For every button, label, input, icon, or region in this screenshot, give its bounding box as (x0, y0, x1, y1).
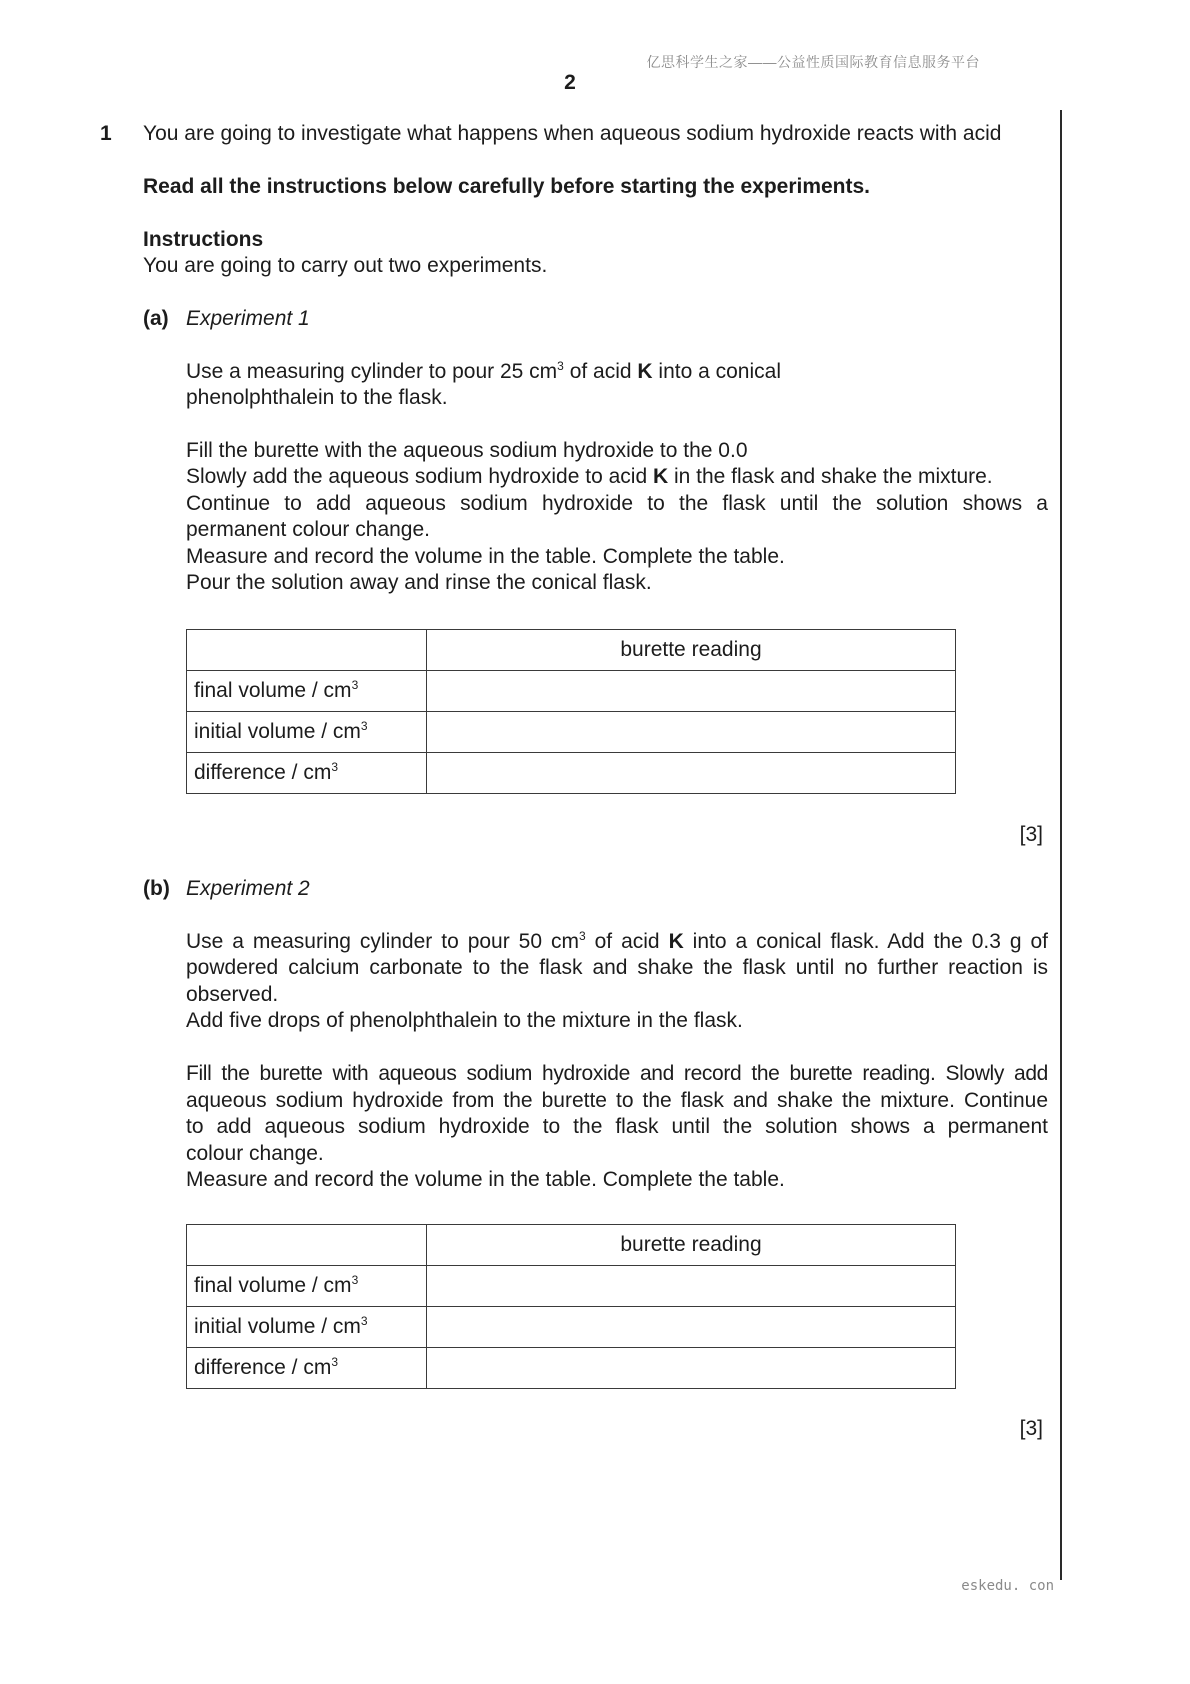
part-b-p2-line5: Measure and record the volume in the table. Complete the table. (186, 1168, 785, 1191)
table-row (187, 1266, 956, 1307)
row-label-final: final volume / $cm^3$ (187, 1266, 427, 1307)
part-b-label: (b) (143, 877, 170, 900)
table-row (187, 1348, 956, 1389)
part-a-title: Experiment 1 (186, 307, 310, 330)
table-row (187, 1307, 956, 1348)
instruction-bold: Read all the instructions below carefully before starting the experiments. (143, 175, 871, 198)
question-intro: You are going to investigate what happens when aqueous sodium hydroxide reacts with acid (143, 122, 1002, 145)
row-label-final: final volume / $cm^3$ (187, 671, 427, 712)
table-header: burette reading (427, 1225, 956, 1266)
table-row (187, 671, 956, 712)
part-a-line1: Use a measuring cylinder to pour 25 $cm^3$ of acid K into a conical (186, 359, 781, 383)
table-corner-cell (187, 1225, 427, 1266)
answer-cell-difference[interactable] (427, 1348, 956, 1389)
part-a-line7: Measure and record the volume in the table. Complete the table. (186, 545, 785, 568)
table-row (187, 630, 956, 671)
margin-rule (1060, 110, 1062, 1580)
part-b-p1-line4: Add five drops of phenolphthalein to the mixture in the flask. (186, 1009, 743, 1032)
part-b-marks: [3] (1019, 1417, 1043, 1440)
part-b-p1-line2: powdered calcium carbonate to the flask and shake the flask until no further reaction is (186, 956, 1048, 979)
acid-k: K (637, 360, 653, 383)
answer-cell-difference[interactable] (427, 753, 956, 794)
table-corner-cell (187, 630, 427, 671)
answer-cell-final[interactable] (427, 1266, 956, 1307)
page-number: 2 (564, 71, 576, 94)
part-a-line2: phenolphthalein to the flask. (186, 386, 448, 409)
table-row (187, 712, 956, 753)
part-b-p1-line3: observed. (186, 983, 279, 1006)
part-a-line3: Fill the burette with the aqueous sodium hydroxide to the 0.0 (186, 439, 748, 462)
question-number: 1 (100, 122, 112, 145)
instructions-text: You are going to carry out two experiments. (143, 254, 548, 277)
row-label-initial: initial volume / $cm^3$ (187, 1307, 427, 1348)
part-b-p2-line3: to add aqueous sodium hydroxide to the flask until the solution shows a permanent (186, 1115, 1048, 1138)
watermark-text: 亿思科学生之家——公益性质国际教育信息服务平台 (646, 54, 980, 70)
row-label-difference: difference / $cm^3$ (187, 753, 427, 794)
footer-url: eskedu. con (961, 1578, 1054, 1594)
part-a-marks: [3] (1019, 823, 1043, 846)
answer-cell-initial[interactable] (427, 1307, 956, 1348)
table-header: burette reading (427, 630, 956, 671)
part-a-line8: Pour the solution away and rinse the conical flask. (186, 571, 652, 594)
part-a-label: (a) (143, 307, 169, 330)
part-b-p2-line4: colour change. (186, 1142, 324, 1165)
acid-k: K (652, 465, 669, 488)
part-b-p1-line1: Use a measuring cylinder to pour 50 $cm^3$ of acid K into a conical flask. Add the 0.3 g of (186, 929, 1048, 953)
part-b-p2-line1: Fill the burette with aqueous sodium hydroxide and record the burette reading. Slowly add (186, 1062, 1048, 1085)
part-b-results-table (186, 1224, 956, 1389)
answer-cell-initial[interactable] (427, 712, 956, 753)
acid-k: K (668, 930, 684, 953)
part-b-p2-line2: aqueous sodium hydroxide from the burette to the flask and shake the mixture. Continue (186, 1089, 1048, 1112)
answer-cell-final[interactable] (427, 671, 956, 712)
table-row (187, 753, 956, 794)
instructions-heading: Instructions (143, 228, 264, 251)
table-row (187, 1225, 956, 1266)
row-label-difference: difference / $cm^3$ (187, 1348, 427, 1389)
part-b-title: Experiment 2 (186, 877, 310, 900)
part-a-results-table (186, 629, 956, 794)
part-a-line6: permanent colour change. (186, 518, 430, 541)
row-label-initial: initial volume / $cm^3$ (187, 712, 427, 753)
part-a-line4: Slowly add the aqueous sodium hydroxide to acid K in the flask and shake the mixture. (186, 465, 993, 488)
part-a-line5: Continue to add aqueous sodium hydroxide to the flask until the solution shows a (186, 492, 1048, 515)
